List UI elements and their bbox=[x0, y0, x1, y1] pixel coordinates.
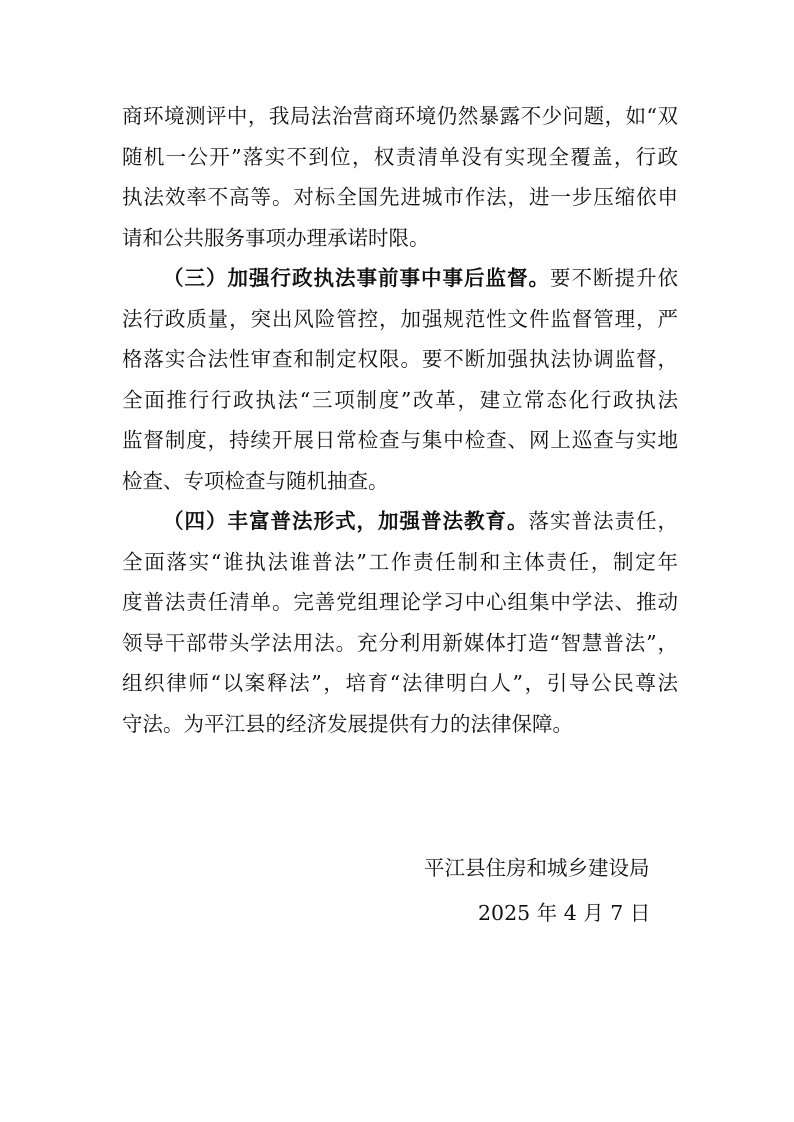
paragraph-line bbox=[122, 96, 678, 137]
line-text: 检查、专项检查与随机抽查。 bbox=[122, 468, 389, 493]
paragraph-line bbox=[122, 582, 678, 623]
line-text: 格落实合法性审查和制定权限。要不断加强执法协调监督， bbox=[122, 347, 678, 371]
signature-organization: 平江县住房和城乡建设局 bbox=[424, 856, 650, 880]
paragraph-line bbox=[122, 542, 678, 583]
paragraph-line bbox=[122, 461, 678, 502]
line-text: 守法。为平江县的经济发展提供有力的法律保障。 bbox=[122, 711, 573, 736]
document-body bbox=[122, 96, 678, 744]
line-text: 领导干部带头学法用法。充分利用新媒体打造“智慧普法”， bbox=[122, 630, 678, 655]
line-text: 随机一公开”落实不到位，权责清单没有实现全覆盖，行政 bbox=[122, 144, 678, 169]
line-text: 度普法责任清单。完善党组理论学习中心组集中学法、推动 bbox=[122, 590, 678, 614]
paragraph-line bbox=[122, 218, 678, 259]
line-text: 请和公共服务事项办理承诺时限。 bbox=[122, 225, 430, 250]
signature-date: 2025 年 4 月 7 日 bbox=[478, 901, 651, 925]
paragraph-line bbox=[122, 380, 678, 421]
line-text: 全面推行行政执法“三项制度”改革，建立常态化行政执法 bbox=[122, 387, 678, 412]
line-text: 执法效率不高等。对标全国先进城市作法，进一步压缩依申 bbox=[122, 185, 678, 209]
line-text: 商环境测评中，我局法治营商环境仍然暴露不少问题，如“双 bbox=[122, 104, 678, 128]
line-text: 法行政质量，突出风险管控，加强规范性文件监督管理，严 bbox=[122, 306, 678, 331]
paragraph-line bbox=[122, 420, 678, 461]
line-text: 组织律师“以案释法”，培育“法律明白人”，引导公民尊法 bbox=[122, 671, 678, 695]
paragraph-line bbox=[122, 177, 678, 218]
line-text: 要不断提升依 bbox=[550, 266, 678, 290]
paragraph-line bbox=[122, 339, 678, 380]
paragraph-line bbox=[122, 501, 678, 542]
paragraph-line bbox=[122, 258, 678, 299]
paragraph-line bbox=[122, 299, 678, 340]
section-heading: （三）加强行政执法事前事中事后监督。 bbox=[163, 266, 550, 290]
paragraph-line bbox=[122, 623, 678, 664]
paragraph-line bbox=[122, 137, 678, 178]
section-heading: （四）丰富普法形式，加强普法教育。 bbox=[163, 509, 529, 533]
paragraph-line bbox=[122, 663, 678, 704]
paragraph-line bbox=[122, 704, 678, 745]
line-text: 落实普法责任， bbox=[528, 509, 678, 533]
line-text: 监督制度，持续开展日常检查与集中检查、网上巡查与实地 bbox=[122, 428, 678, 452]
line-text: 全面落实“谁执法谁普法”工作责任制和主体责任，制定年 bbox=[122, 549, 678, 574]
